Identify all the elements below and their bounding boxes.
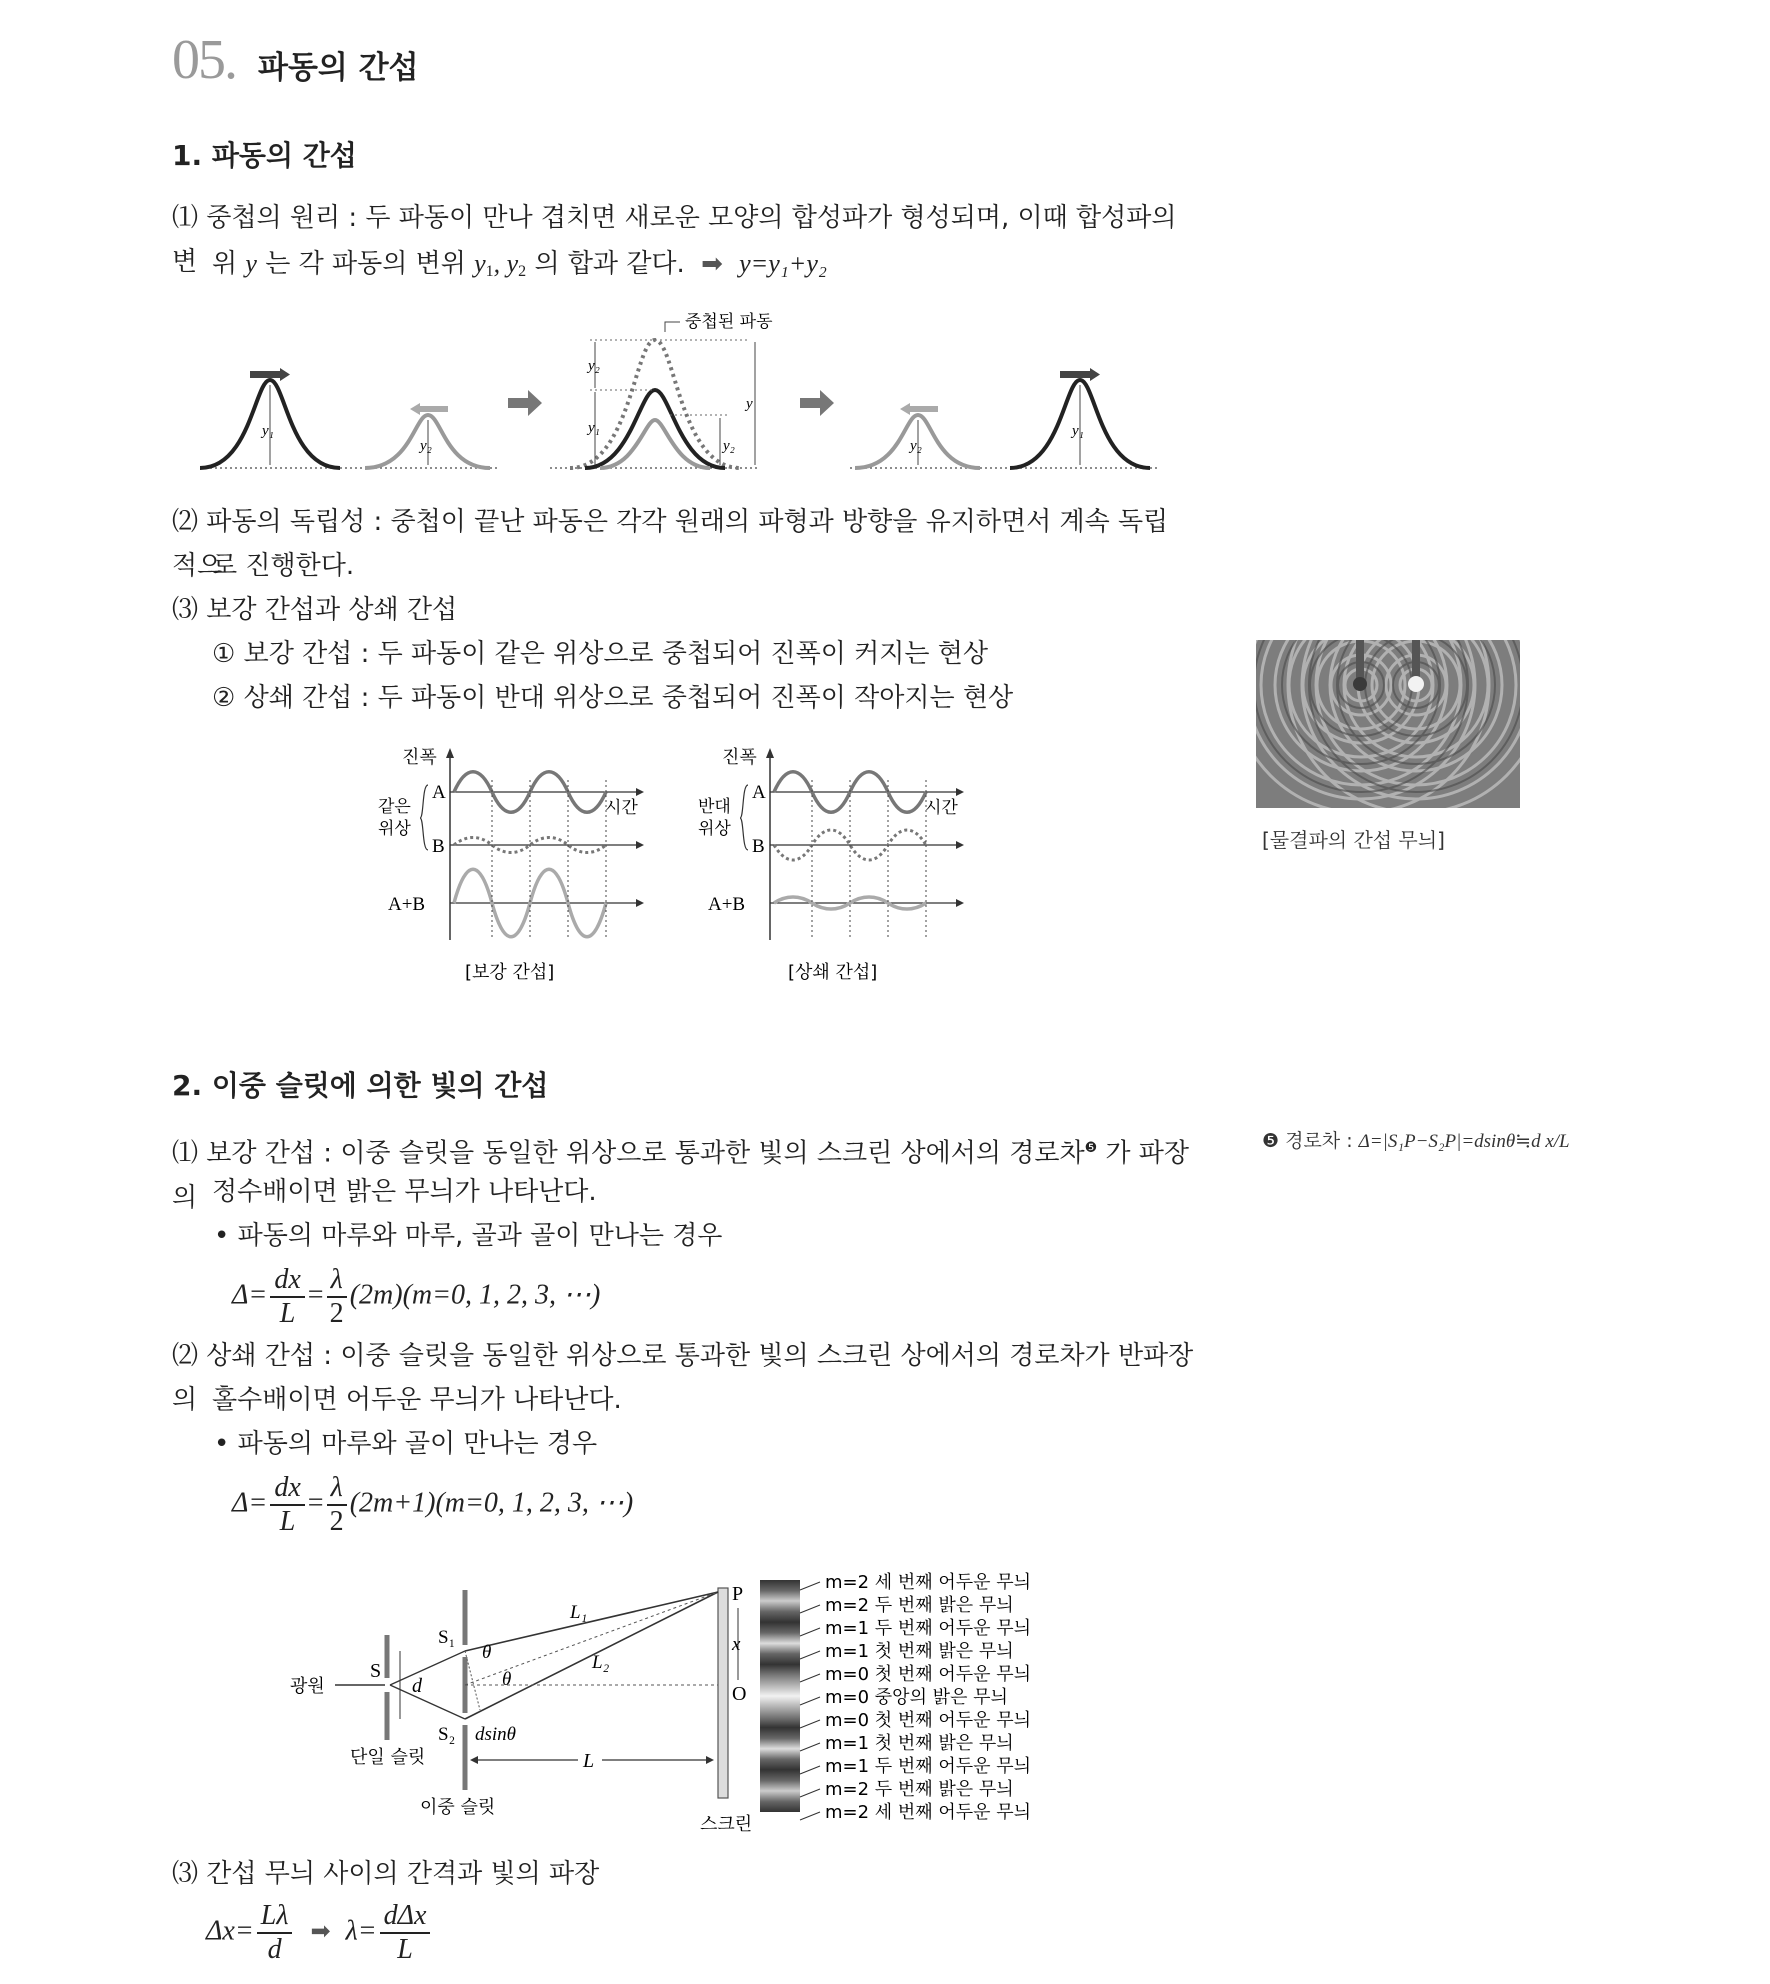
label-dsin: dsinθ	[475, 1724, 517, 1745]
axis-A-left-head	[636, 788, 644, 796]
arrow-left-1-head	[410, 403, 420, 415]
L-bar-right-head	[706, 1756, 714, 1764]
time-label-left: 시간	[605, 798, 638, 818]
frac-dDx: dΔx	[380, 1900, 431, 1934]
s2-item3-line	[172, 1852, 599, 1896]
fringe-label: m=1 첫 번째 밝은 무늬	[825, 1733, 1014, 1754]
label-AB-right: A+B	[708, 894, 746, 915]
frac-L-3: L	[397, 1934, 413, 1965]
arrow-right-2	[1060, 371, 1090, 378]
label-B-right: B	[752, 836, 765, 857]
fringe-leader	[800, 1582, 820, 1590]
fringe-label: m=0 첫 번째 어두운 무늬	[825, 1710, 1032, 1731]
superposition-formula: y=y₁+y₂	[739, 249, 827, 278]
s2-item3-formula	[206, 1900, 433, 1966]
ray-L1	[465, 1592, 718, 1651]
label-superposed: 중첩된 파동	[685, 312, 773, 332]
eq-sign: =	[307, 1279, 324, 1311]
delta-eq: Δ=	[232, 1279, 268, 1311]
brace-left	[420, 785, 428, 850]
arrow-icon: ➡	[701, 249, 723, 279]
fringe-label: m=2 두 번째 밝은 무늬	[825, 1779, 1014, 1800]
screen	[718, 1588, 728, 1798]
brace-right	[740, 785, 748, 850]
frac-L: L	[279, 1298, 296, 1329]
arrow-left-2	[910, 406, 938, 412]
arrow-right-1-head	[280, 368, 290, 381]
label-L2: L₂	[592, 1652, 610, 1673]
formula-tail-1: (2m)(m=0, 1, 2, 3, ⋯)	[349, 1279, 601, 1311]
big-arrow-1	[508, 390, 542, 416]
arrow-left-1	[420, 406, 448, 412]
photo-caption: [물결파의 간섭 무늬]	[1262, 828, 1445, 852]
axis-B-left-head	[636, 841, 644, 849]
s2-item3-num: ⑶	[172, 1859, 199, 1889]
fringe-label: m=2 두 번째 밝은 무늬	[825, 1595, 1014, 1616]
var-y: y	[245, 249, 257, 278]
y1-label-mid: y₁	[588, 420, 600, 436]
s2-item2-num: ⑵	[172, 1341, 199, 1371]
label-same-2: 위상	[378, 819, 411, 839]
fringe-leader	[800, 1697, 820, 1705]
s2-item2-bullet: • 파동의 마루와 골이 만나는 경우	[214, 1429, 598, 1459]
frac-dx: dx	[270, 1264, 304, 1298]
item1-text2c: 의 합과 같다.	[534, 249, 685, 279]
label-L: L	[583, 1750, 595, 1772]
fringe-leader	[800, 1789, 820, 1797]
superposition-figure	[190, 300, 1170, 480]
item1-text2b: 는 각 파동의 변위	[265, 249, 466, 279]
fringe-leader	[800, 1651, 820, 1659]
destructive-graph	[698, 747, 964, 983]
y1-label-left: y₁	[262, 423, 274, 439]
item3-label: 보강 간섭과 상쇄 간섭	[206, 595, 458, 625]
frac-lambda: λ	[327, 1264, 347, 1298]
y2-label-mid: y₂	[588, 358, 600, 374]
label-O: O	[732, 1683, 747, 1705]
fringe-labels	[800, 1572, 1031, 1823]
fringe-leader	[800, 1743, 820, 1751]
chapter-number: 05.	[172, 29, 236, 91]
delta-eq-2: Δ=	[232, 1487, 268, 1519]
fringe-leader	[800, 1766, 820, 1774]
fringe-label: m=2 세 번째 어두운 무늬	[825, 1802, 1032, 1823]
y2-label-mid-right: y₂	[723, 438, 735, 454]
fringe-leader	[800, 1812, 820, 1820]
chapter-title: 파동의 간섭	[258, 50, 419, 86]
caption-constructive: [보강 간섭]	[465, 962, 555, 983]
label-theta-1: θ	[482, 1642, 492, 1663]
label-d: d	[412, 1675, 422, 1697]
y-label: y	[746, 396, 753, 412]
ripple-pattern	[1256, 640, 1520, 808]
item1-label: 중첩의 원리 :	[206, 203, 358, 233]
constructive-graph	[378, 747, 644, 983]
time-label-right: 시간	[925, 798, 958, 818]
s2-item2-text1: 이중 슬릿을 동일한 위상으로 통과한 빛의 스크린 상에서의 경로차가 반파장의	[172, 1341, 1194, 1415]
s2-item2-line2: 홀수배이면 어두운 무늬가 나타난다.	[212, 1385, 622, 1415]
label-P: P	[732, 1583, 744, 1605]
amplitude-label-right: 진폭	[722, 747, 757, 768]
item1-num: ⑴	[172, 203, 199, 233]
label-A-right: A	[752, 782, 766, 803]
eq-sign-2: =	[307, 1487, 324, 1519]
interference-graphs	[370, 740, 990, 990]
amplitude-label-left: 진폭	[402, 747, 437, 768]
arrow-icon-2: ➡	[310, 1917, 331, 1946]
item3-sub2: ② 상쇄 간섭 : 두 파동이 반대 위상으로 중첩되어 진폭이 작아지는 현상	[212, 683, 1014, 713]
fringe-label: m=2 세 번째 어두운 무늬	[825, 1572, 1032, 1593]
fringe-leader	[800, 1674, 820, 1682]
axis-B-right-head	[956, 841, 964, 849]
arrow-right-2-head	[1090, 368, 1100, 381]
fringe-label: m=0 첫 번째 어두운 무늬	[825, 1664, 1032, 1685]
label-S1: S₁	[438, 1627, 456, 1648]
item2-text1: 중첩이 끝난 파동은 각각 원래의 파형과 방향을 유지하면서 계속 독립적으	[172, 507, 1169, 581]
footnote-marker-icon: ❺	[1084, 1140, 1098, 1156]
section1-heading: 1. 파동의 간섭	[172, 139, 357, 172]
frac-Llambda: Lλ	[257, 1900, 293, 1934]
formula-tail-2: (2m+1)(m=0, 1, 2, 3, ⋯)	[349, 1487, 634, 1519]
axis-AB-right-head	[956, 899, 964, 907]
label-S2: S₂	[438, 1724, 456, 1745]
label-opposite-2: 위상	[698, 819, 731, 839]
path-difference-note	[1262, 1126, 1570, 1153]
arrow-left-2-head	[900, 403, 910, 415]
arrow-right-1	[250, 371, 280, 378]
label-A-left: A	[432, 782, 446, 803]
item2-line2: 로 진행한다.	[212, 551, 355, 581]
L-bar-left-head	[470, 1756, 478, 1764]
var-y1-y2: $y_1$, $y_2$	[474, 249, 527, 280]
double-slit-figure	[280, 1550, 1100, 1840]
s2-item1-formula	[232, 1264, 600, 1330]
s2-item1-bullet: • 파동의 마루와 마루, 골과 골이 만나는 경우	[214, 1221, 723, 1251]
fringe-label: m=0 중앙의 밝은 무늬	[825, 1687, 1008, 1708]
single-slit-label: 단일 슬릿	[350, 1747, 426, 1768]
s2-item1-label: 보강 간섭 :	[206, 1138, 333, 1169]
source-label: 광원	[290, 1676, 325, 1697]
y2-label-right: y₂	[910, 438, 922, 454]
frac-L-2: L	[279, 1506, 296, 1537]
item3-sub1: ① 보강 간섭 : 두 파동이 같은 위상으로 중첩되어 진폭이 커지는 현상	[212, 639, 988, 669]
frac-lambda-2: λ	[327, 1472, 347, 1506]
label-opposite-1: 반대	[698, 797, 731, 817]
note-marker-icon: ❺	[1262, 1130, 1280, 1152]
fringe-pattern	[760, 1580, 800, 1812]
amplitude-axis-right-head	[766, 748, 774, 758]
fringe-leader	[800, 1605, 820, 1613]
amplitude-axis-left-head	[446, 748, 454, 758]
s2-item1-text1a: 이중 슬릿을 동일한 위상으로 통과한 빛의 스크린 상에서의 경로차	[340, 1138, 1085, 1169]
section2-heading: 2. 이중 슬릿에 의한 빛의 간섭	[172, 1069, 549, 1102]
item1-text2a: 위	[212, 249, 238, 279]
label-S: S	[370, 1660, 382, 1682]
item2-label: 파동의 독립성 :	[206, 507, 383, 537]
frac-d: d	[267, 1934, 282, 1965]
note-label: 경로차 :	[1285, 1130, 1353, 1152]
ray-S-S1	[390, 1651, 465, 1685]
item3-line	[172, 588, 457, 632]
screen-label: 스크린	[700, 1814, 753, 1835]
s2-item1-num: ⑴	[172, 1138, 199, 1169]
item1-text1: 두 파동이 만나 겹치면 새로운 모양의 합성파가 형성되며, 이때 합성파의 변	[172, 203, 1177, 277]
axis-AB-left-head	[636, 899, 644, 907]
s2-item1-text1b: 가 파장의	[172, 1138, 1190, 1213]
big-arrow-2	[800, 390, 834, 416]
label-L1: L₁	[570, 1602, 588, 1623]
frac-two: 2	[329, 1298, 344, 1329]
item3-num: ⑶	[172, 595, 199, 625]
label-leader	[665, 322, 680, 332]
s2-item1-line2: 정수배이면 밝은 무늬가 나타난다.	[212, 1177, 597, 1207]
axis-A-right-head	[956, 788, 964, 796]
s2-item3-label: 간섭 무늬 사이의 간격과 빛의 파장	[206, 1859, 600, 1889]
superposed-black	[585, 390, 725, 468]
note-formula: Δ=|S₁P−S₂P|=dsinθ≒d x/L	[1358, 1131, 1570, 1152]
s2-item2-formula	[232, 1472, 633, 1538]
ripple-tank-photo	[1256, 640, 1520, 808]
dx-eq: Δx=	[206, 1915, 254, 1947]
label-x: x	[732, 1634, 741, 1655]
fringe-leader	[800, 1720, 820, 1728]
item1-line2	[212, 242, 1192, 294]
fringe-leader	[800, 1628, 820, 1636]
y2-label-left: y₂	[420, 438, 432, 454]
ray-S-S2	[390, 1685, 465, 1719]
lambda-eq: λ=	[345, 1915, 377, 1947]
fringe-label: m=1 두 번째 어두운 무늬	[825, 1756, 1032, 1777]
label-B-left: B	[432, 836, 445, 857]
caption-destructive: [상쇄 간섭]	[788, 962, 878, 983]
fringe-label: m=1 첫 번째 밝은 무늬	[825, 1641, 1014, 1662]
label-same-1: 같은	[378, 797, 411, 817]
y1-label-right: y₁	[1072, 423, 1084, 439]
fringe-label: m=1 두 번째 어두운 무늬	[825, 1618, 1032, 1639]
s2-item2-label: 상쇄 간섭 :	[206, 1341, 333, 1371]
frac-dx-2: dx	[270, 1472, 304, 1506]
label-AB-left: A+B	[388, 894, 426, 915]
label-theta-2: θ	[502, 1669, 512, 1690]
frac-two-2: 2	[329, 1506, 344, 1537]
item2-num: ⑵	[172, 507, 199, 537]
double-slit-label: 이중 슬릿	[420, 1797, 496, 1818]
